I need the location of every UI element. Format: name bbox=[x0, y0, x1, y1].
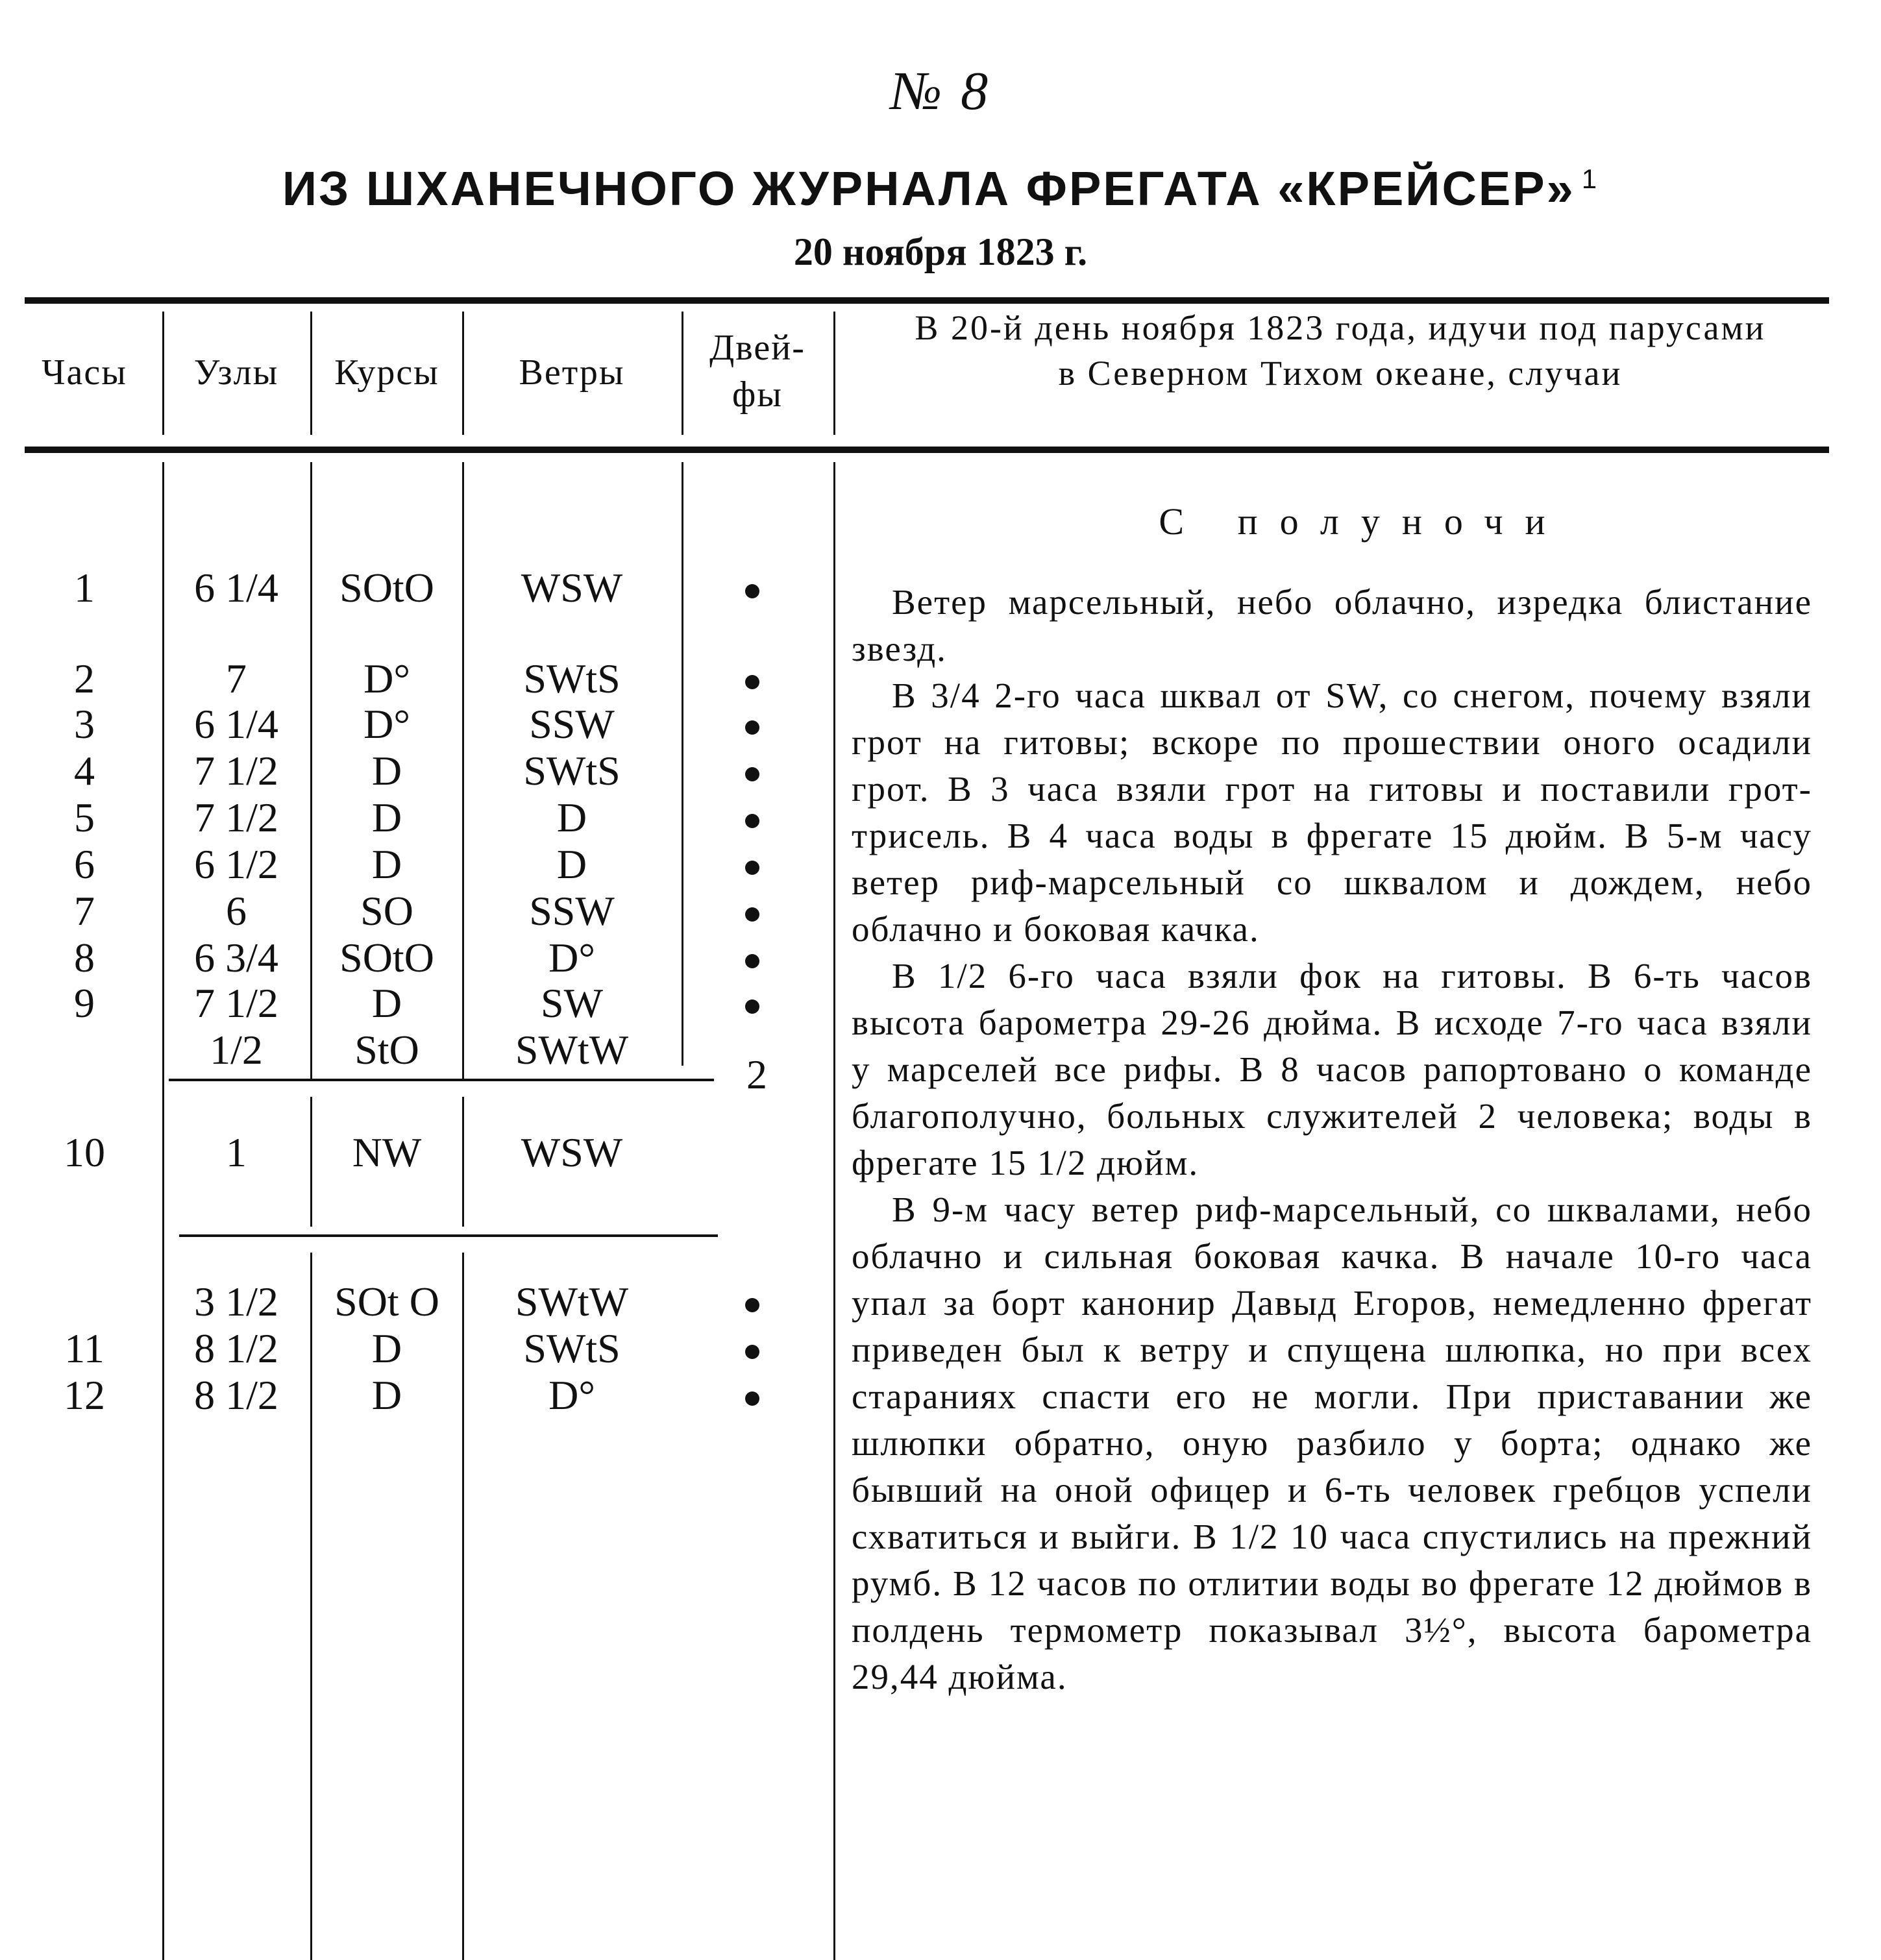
row-hour: 3 bbox=[74, 701, 95, 747]
row-wind: WSW bbox=[521, 565, 623, 611]
body-sep-2a bbox=[310, 462, 312, 1079]
drift-dot bbox=[745, 814, 759, 828]
row-course: D bbox=[371, 748, 402, 794]
row-wind: SWtS bbox=[523, 748, 621, 794]
drift-dot bbox=[745, 720, 759, 735]
event-paragraph-4: В 9-м часу ветер риф-марсельный, со шквалами, небо облачно и сильная боковая качка. В начале 10-го часа упал за борт канонир Давыд Егоров, немедленно фрегат приведен был к ветру и спущена шлюпка, но при всех стараниях спасти его не могли. При приставании же шлюпки обратно, оную разбило у борта; однако же бывший на оной офицер и 6-ть человек гребцов успели схватиться и выйги. В 1/2 10 часа спустились на прежний румб. В 12 часов по отлитии воды во фрегате 12 дюймов в полдень термометр показывал 3½°, высота барометра 29,44 дюйма. bbox=[852, 1190, 1812, 1697]
row-hour: 10 bbox=[64, 1129, 105, 1175]
header-sep-3 bbox=[462, 312, 464, 435]
section-title: С полуночи bbox=[1159, 500, 1567, 543]
drift-dot bbox=[745, 861, 759, 875]
event-paragraph-2: В 3/4 2-го часа шквал от SW, со снегом, почему взяли грот на гитовы; вскоре по прошествии оного осадили грот. В 3 часа взяли грот на гитовы и поставили грот-трисель. В 4 часа воды в фрегате 15 дюйм. В 5-м часу ветер риф-марсельный со шквалом и дождем, небо облачно и боковая качка. bbox=[852, 676, 1812, 949]
row-knots: 1 bbox=[226, 1129, 247, 1175]
drift-dot bbox=[745, 954, 759, 968]
row-knots: 8 1/2 bbox=[194, 1325, 278, 1371]
title-footnote: 1 bbox=[1581, 164, 1599, 195]
body-sep-5 bbox=[833, 462, 835, 1960]
row-course: D bbox=[371, 980, 402, 1026]
row-knots: 7 1/2 bbox=[194, 748, 278, 794]
row-knots: 6 bbox=[226, 888, 247, 934]
document-title bbox=[0, 161, 1881, 216]
title-text: ИЗ ШХАНЕЧНОГО ЖУРНАЛА ФРЕГАТА «КРЕЙСЕР» bbox=[282, 162, 1575, 215]
row-hour: 7 bbox=[74, 888, 95, 934]
row-course: D bbox=[371, 1372, 402, 1418]
drift-dot bbox=[745, 999, 759, 1014]
header-bottom-rule bbox=[25, 447, 1829, 453]
row-course: D° bbox=[363, 655, 410, 702]
group-rule-1 bbox=[169, 1079, 714, 1081]
header-sep-5 bbox=[833, 312, 835, 435]
row-wind: SWtS bbox=[523, 1325, 621, 1371]
row-knots: 7 bbox=[226, 655, 247, 702]
row-wind: D bbox=[556, 841, 587, 887]
drift-value: 2 bbox=[746, 1051, 767, 1097]
row-course: D° bbox=[363, 701, 410, 747]
row-knots: 6 1/4 bbox=[194, 565, 278, 611]
col-header-events: В 20-й день ноября 1823 года, идучи под парусами в Северном Тихом океане, случаи bbox=[915, 308, 1766, 393]
row-wind: D° bbox=[548, 935, 595, 981]
drift-dot bbox=[745, 1345, 759, 1359]
col-header-knots: Узлы bbox=[193, 352, 279, 393]
row-wind: WSW bbox=[521, 1129, 623, 1175]
row-course: SOtO bbox=[339, 565, 434, 611]
drift-dot bbox=[745, 675, 759, 689]
body-sep-2b bbox=[310, 1097, 312, 1227]
row-wind: SWtW bbox=[515, 1027, 629, 1073]
header-sep-4 bbox=[682, 312, 683, 435]
row-course: SOt O bbox=[334, 1279, 439, 1325]
row-hour: 5 bbox=[74, 794, 95, 840]
row-hour: 8 bbox=[74, 935, 95, 981]
body-sep-4 bbox=[682, 462, 683, 1066]
row-wind: SSW bbox=[529, 888, 615, 934]
row-wind: D bbox=[556, 794, 587, 840]
row-hour: 9 bbox=[74, 980, 95, 1026]
row-knots: 3 1/2 bbox=[194, 1279, 278, 1325]
event-paragraph-3: В 1/2 6-го часа взяли фок на гитовы. В 6-ть часов высота барометра 29-26 дюйма. В исходе 7-го часа взяли у марселей все рифы. В 8 часов рапортовано о команде благополучно, больных служителей 2 человека; воды в фрегате 15 1/2 дюйм. bbox=[852, 956, 1812, 1182]
row-wind: D° bbox=[548, 1372, 595, 1418]
row-knots: 8 1/2 bbox=[194, 1372, 278, 1418]
row-hour: 2 bbox=[74, 655, 95, 702]
document-number: № 8 bbox=[890, 61, 991, 121]
body-sep-3c bbox=[462, 1253, 464, 1960]
drift-dot bbox=[745, 1298, 759, 1312]
row-hour: 1 bbox=[74, 565, 95, 611]
body-sep-2c bbox=[310, 1253, 312, 1960]
row-wind: SW bbox=[541, 980, 603, 1026]
body-sep-3a bbox=[462, 462, 464, 1079]
body-sep-3b bbox=[462, 1097, 464, 1227]
drift-dot bbox=[745, 767, 759, 781]
row-hour: 12 bbox=[64, 1372, 105, 1418]
row-course: StO bbox=[354, 1027, 419, 1073]
col-header-hours: Часы bbox=[42, 352, 127, 393]
row-knots: 7 1/2 bbox=[194, 980, 278, 1026]
drift-dot bbox=[745, 1391, 759, 1406]
col-header-winds: Ветры bbox=[519, 352, 625, 393]
event-paragraph-1: Ветер марсельный, небо облачно, изредка блистание звезд. bbox=[852, 582, 1812, 668]
events-narrative bbox=[852, 579, 1812, 1700]
row-wind: SSW bbox=[529, 701, 615, 747]
row-hour: 6 bbox=[74, 841, 95, 887]
header-sep-1 bbox=[162, 312, 164, 435]
drift-dot bbox=[745, 584, 759, 598]
row-wind: SWtW bbox=[515, 1279, 629, 1325]
row-knots: 1/2 bbox=[210, 1027, 263, 1073]
row-knots: 7 1/2 bbox=[194, 794, 278, 840]
drift-dot bbox=[745, 907, 759, 922]
row-course: D bbox=[371, 841, 402, 887]
body-sep-1 bbox=[162, 462, 164, 1960]
header-sep-2 bbox=[310, 312, 312, 435]
row-wind: SWtS bbox=[523, 655, 621, 702]
row-course: NW bbox=[352, 1129, 422, 1175]
row-knots: 6 1/2 bbox=[194, 841, 278, 887]
col-header-courses: Курсы bbox=[334, 352, 439, 393]
row-course: SO bbox=[360, 888, 413, 934]
document-date: 20 ноября 1823 г. bbox=[793, 230, 1088, 273]
group-rule-2 bbox=[179, 1234, 718, 1237]
col-header-drift: Двей- фы bbox=[709, 328, 805, 415]
row-hour: 11 bbox=[64, 1325, 104, 1371]
header-top-rule bbox=[25, 297, 1829, 304]
row-knots: 6 1/4 bbox=[194, 701, 278, 747]
row-course: D bbox=[371, 1325, 402, 1371]
row-knots: 6 3/4 bbox=[194, 935, 278, 981]
row-hour: 4 bbox=[74, 748, 95, 794]
row-course: D bbox=[371, 794, 402, 840]
row-course: SOtO bbox=[339, 935, 434, 981]
